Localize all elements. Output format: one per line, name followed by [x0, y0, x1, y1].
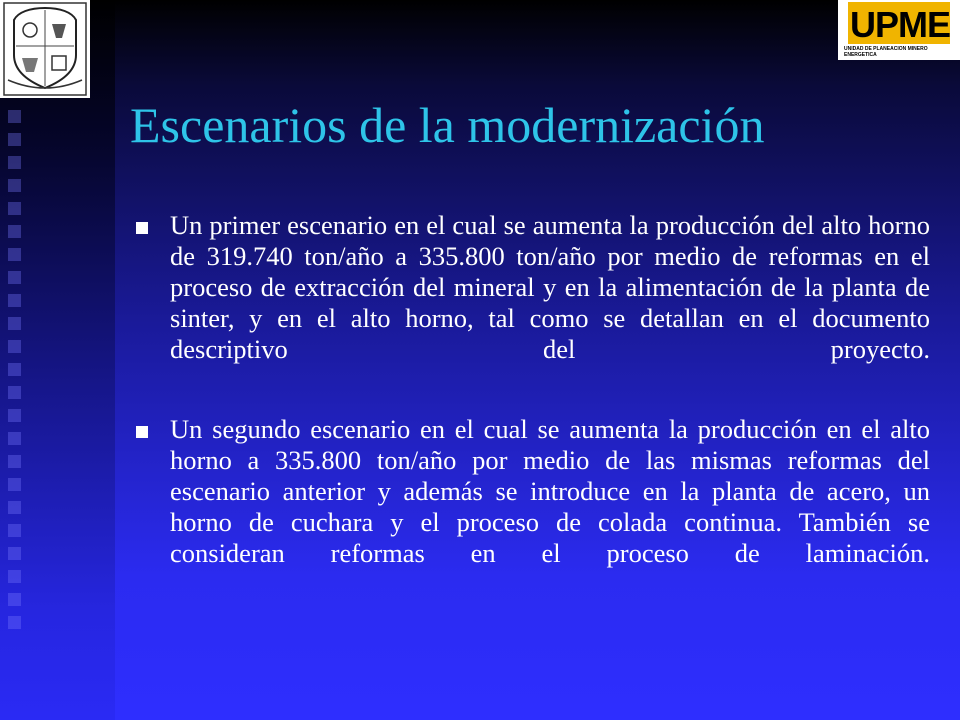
- decorative-square: [8, 363, 21, 376]
- decorative-square: [8, 386, 21, 399]
- decorative-square: [8, 432, 21, 445]
- decorative-square: [8, 409, 21, 422]
- left-decorative-strip: [0, 0, 115, 720]
- decorative-square: [8, 478, 21, 491]
- coat-of-arms-logo: [0, 0, 90, 98]
- decorative-square: [8, 179, 21, 192]
- square-bullet-icon: [136, 426, 148, 438]
- decorative-square: [8, 570, 21, 583]
- decorative-square: [8, 616, 21, 629]
- decorative-square: [8, 501, 21, 514]
- decorative-square: [8, 524, 21, 537]
- bullet-text: Un primer escenario en el cual se aumenta la producción del alto horno de 319.740 ton/año a 335.800 ton/año por medio de reformas en el proceso de extracción del mineral y en la alimentación de la planta de sinter, y en el alto horno, tal como se detallan en el documento descriptivo del proyecto.: [170, 210, 930, 364]
- decorative-square: [8, 202, 21, 215]
- decorative-square: [8, 133, 21, 146]
- decorative-square: [8, 225, 21, 238]
- decorative-square: [8, 271, 21, 284]
- bullet-list: [130, 210, 930, 618]
- bullet-item: [130, 210, 930, 396]
- decorative-square: [8, 248, 21, 261]
- decorative-square: [8, 547, 21, 560]
- decorative-square: [8, 455, 21, 468]
- upme-logo: [838, 0, 960, 60]
- decorative-square: [8, 593, 21, 606]
- decorative-square: [8, 317, 21, 330]
- square-bullet-icon: [136, 222, 148, 234]
- decorative-squares: [4, 110, 24, 710]
- decorative-square: [8, 340, 21, 353]
- decorative-square: [8, 294, 21, 307]
- decorative-square: [8, 110, 21, 123]
- slide-title: Escenarios de la modernización: [130, 97, 765, 153]
- coat-of-arms-icon: [0, 0, 90, 98]
- upme-logo-subtitle: UNIDAD DE PLANEACION MINERO ENERGETICA: [844, 46, 928, 58]
- decorative-square: [8, 156, 21, 169]
- bullet-item: [130, 414, 930, 600]
- upme-logo-text: UPME: [850, 4, 951, 45]
- bullet-text: Un segundo escenario en el cual se aumenta la producción en el alto horno a 335.800 ton/año por medio de las mismas reformas del escenario anterior y además se introduce en la planta de acero, un horno de cuchara y el proceso de colada continua. También se consideran reformas en el proceso de laminación.: [170, 414, 930, 568]
